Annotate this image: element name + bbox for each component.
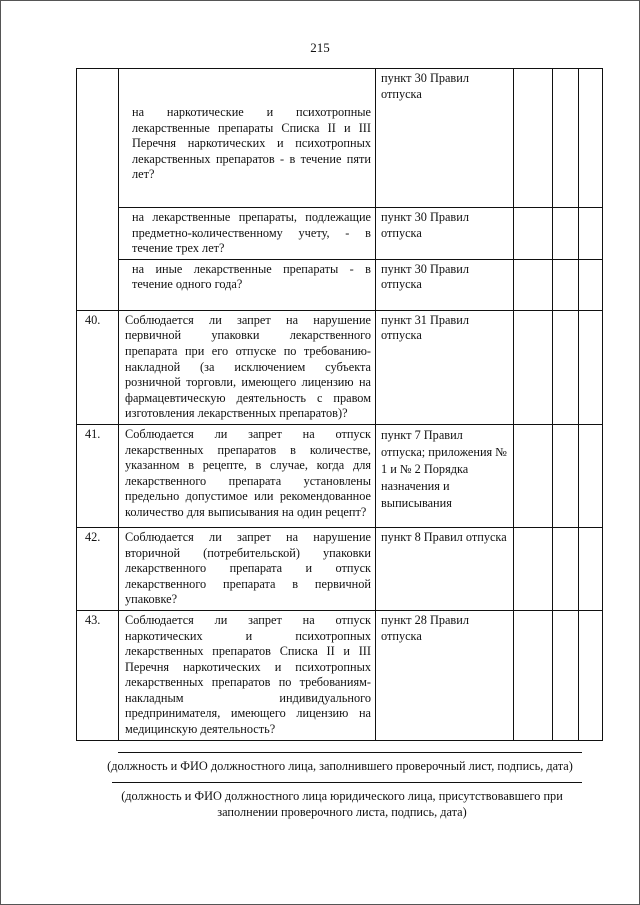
row-number-cell: 40. xyxy=(77,310,119,424)
table-row xyxy=(77,527,603,610)
answer-yes-cell xyxy=(514,259,553,310)
answer-yes-cell xyxy=(514,208,553,260)
question-cell: на иные лекарственные препараты - в течение одного года? xyxy=(119,259,376,310)
answer-na-cell xyxy=(579,310,603,424)
reference-cell: пункт 30 Правил отпуска xyxy=(376,259,514,310)
table-row xyxy=(77,310,603,424)
row-number-cell xyxy=(77,69,119,208)
answer-no-cell xyxy=(553,527,579,610)
question-cell: Соблюдается ли запрет на отпуск наркотических и психотропных лекарственных препаратов Списка II и III Перечня наркотических и психотропных лекарственных препаратов по требованиям-накладным индивидуального предпринимателя, имеющего лицензию на медицинскую деятельность? xyxy=(119,610,376,740)
question-text: на наркотические и психотропные лекарственные препараты Списка II и III Перечня наркотических и психотропных лекарственных препаратов - в течение пяти лет? xyxy=(132,105,371,182)
answer-yes-cell xyxy=(514,310,553,424)
signature-caption-official: (должность и ФИО должностного лица, заполнившего проверочный лист, подпись, дата) xyxy=(107,759,573,773)
row-number-cell xyxy=(77,208,119,260)
answer-yes-cell xyxy=(514,424,553,527)
question-cell: Соблюдается ли запрет на нарушение вторичной (потребительской) упаковки лекарственного препарата и отпуск лекарственного препарата в первичной упаковке? xyxy=(119,527,376,610)
reference-cell: пункт 28 Правил отпуска xyxy=(376,610,514,740)
signature-caption-representative: (должность и ФИО должностного лица юридического лица, присутствовавшего при заполнении проверочного листа, подпись, дата) xyxy=(121,789,563,819)
row-number-cell: 41. xyxy=(77,424,119,527)
answer-no-cell xyxy=(553,208,579,260)
row-number-cell: 42. xyxy=(77,527,119,610)
table-row xyxy=(77,610,603,740)
question-cell: Соблюдается ли запрет на отпуск лекарственных препаратов в количестве, указанном в рецепте, в случае, когда для лекарственного препарата установлены предельно допустимое или рекомендованное количество для выписывания на один рецепт? xyxy=(119,424,376,527)
answer-no-cell xyxy=(553,69,579,208)
reference-cell: пункт 8 Правил отпуска xyxy=(376,527,514,610)
signature-line-official xyxy=(118,752,582,753)
question-cell: на лекарственные препараты, подлежащие предметно-количественному учету, - в течение трех лет? xyxy=(119,208,376,260)
page-number: 215 xyxy=(310,40,330,55)
answer-na-cell xyxy=(579,610,603,740)
answer-no-cell xyxy=(553,610,579,740)
checklist-table xyxy=(76,68,603,741)
answer-na-cell xyxy=(579,69,603,208)
table-row xyxy=(77,69,603,208)
question-cell xyxy=(119,69,376,208)
answer-na-cell xyxy=(579,259,603,310)
table-row xyxy=(77,208,603,260)
reference-cell: пункт 30 Правил отпуска xyxy=(376,208,514,260)
row-number-cell xyxy=(77,259,119,310)
reference-cell: пункт 7 Правил отпуска; приложения № 1 и № 2 Порядка назначения и выписывания xyxy=(376,424,514,527)
answer-na-cell xyxy=(579,527,603,610)
reference-cell: пункт 31 Правил отпуска xyxy=(376,310,514,424)
answer-na-cell xyxy=(579,424,603,527)
table-row xyxy=(77,259,603,310)
table-row xyxy=(77,424,603,527)
signature-line-representative xyxy=(112,782,582,783)
answer-no-cell xyxy=(553,310,579,424)
reference-cell: пункт 30 Правил отпуска xyxy=(376,69,514,208)
answer-yes-cell xyxy=(514,610,553,740)
answer-na-cell xyxy=(579,208,603,260)
row-number-cell: 43. xyxy=(77,610,119,740)
question-cell: Соблюдается ли запрет на нарушение первичной упаковки лекарственного препарата при его отпуске по требованию-накладной (за исключением субъекта розничной торговли, имеющего лицензию на фармацевтическую деятельность с правом изготовления лекарственных препаратов)? xyxy=(119,310,376,424)
answer-no-cell xyxy=(553,424,579,527)
answer-no-cell xyxy=(553,259,579,310)
answer-yes-cell xyxy=(514,69,553,208)
answer-yes-cell xyxy=(514,527,553,610)
